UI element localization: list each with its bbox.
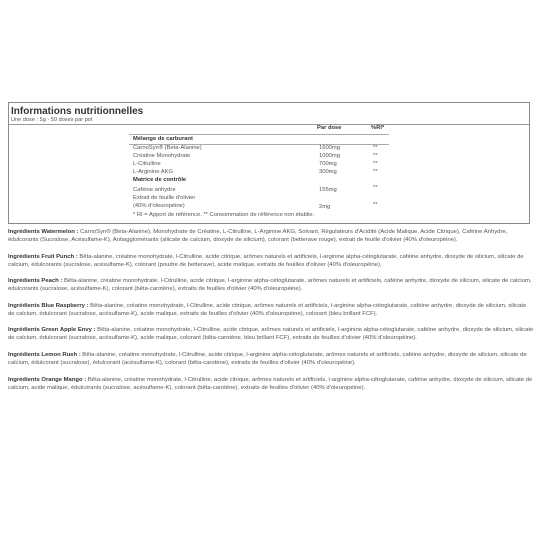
row-ri-arginine: ** (373, 169, 378, 175)
ingredients-green-apple-envy (8, 326, 534, 342)
col-header-ri: %RI* (371, 125, 385, 131)
panel-footnote: * RI = Apport de référence. ** Consommation de référence non établie. (133, 212, 315, 218)
ingredients-label: Ingrédients Peach : (8, 278, 63, 285)
ingredients-peach (8, 277, 534, 293)
ingredients-label: Ingrédients Orange Mango : (8, 376, 87, 383)
row-name-arginine: L-Arginine AKG (133, 169, 173, 175)
row-ri-carnosyn: ** (373, 145, 378, 151)
ingredients-blue-raspberry (8, 302, 534, 318)
row-name-caffeine: Caféine anhydre (133, 187, 176, 193)
ingredients-list (8, 228, 534, 400)
row-ri-creatine: ** (373, 153, 378, 159)
header-divider (129, 134, 389, 135)
row-ri-caffeine: ** (373, 185, 378, 191)
ingredients-watermelon (8, 228, 534, 244)
panel-title: Informations nutritionnelles (11, 106, 144, 117)
section-fuel-blend: Mélange de carburant (133, 136, 193, 142)
row-name-olive-line2: (40% d'oleuropéine) (133, 203, 185, 209)
row-name-olive-line1: Extrait de feuille d'olivier (133, 195, 196, 201)
ingredients-text: Bêta-alanine, créatine monohydrate, l-Citrulline, acide citrique, l-arginine alpha-cétoglutarate, arômes naturels et artificiels, caféine anhydre, dioxyde de silicium, silicate de calcium, édulcorant (sucralose), édulcorant (acésulfame-K), colorant (bêta-carotène), extraits de feuilles d'olivier (40% d'oleuropéine). (8, 351, 527, 366)
nutrition-panel (8, 102, 530, 224)
col-header-per-dose: Par dose (317, 125, 342, 131)
row-name-citrulline: L-Citrulline (133, 161, 161, 167)
ingredients-text: Bêta-alanine, créatine monohydrate, l-Citrulline, acide citrique, arômes naturels et artificiels, l-arginine alpha-cétoglutarate, caféine anhydre, dioxyde de silicium, silicate de calcium, édulcorants (sucralose, acésulfame-K), colorant (poudre de betterave), acide malique, extraits de feuilles d'olivier (40% d'oleuropéine). (8, 253, 524, 268)
row-amount-arginine: 300mg (319, 169, 337, 175)
ingredients-text: Bêta-alanine, créatine monohydrate, l-Citrulline, acide citrique, arômes naturels et artificiels, l-arginine alpha-cétoglutarate, caféine anhydre, dioxyde de silicium, silicate de calcium, édulcorant (sucralose, acésulfame-K), acide malique, colorant (bêta-carotène, bleu brillant FCF), extraits de feuilles d'olivier (40% d'oleuropéine). (8, 327, 534, 342)
row-amount-citrulline: 700mg (319, 161, 337, 167)
row-name-carnosyn: CarnoSyn® (Beta-Alanine) (133, 145, 202, 151)
ingredients-text: Bêta-alanine, créatine monohydrate, l-Citrulline, acide citrique, l-arginine alpha-cétoglutarate, arômes naturels et artificiels, caféine anhydre, dioxyde de silicium, silicate de calcium, édulcorants (sucralose, acésulfame-K), colorant (bêta-carotène), extraits de feuilles d'olivier (40% d'oleuropéine). (8, 278, 532, 293)
row-ri-olive: ** (373, 202, 378, 208)
ingredients-text: Bêta-alanine, créatine monohydrate, l-Citrulline, acide citrique, arômes naturels et artificiels, l-arginine alpha-cétoglutarate, caféine anhydre, dioxyde de silicium, silicate de calcium, édulcorant (sucralose, acésulfame-K), acide malique, extraits de feuilles d'olivier (40% d'oleuropéine), colorant (bleu brillant FCF). (8, 302, 527, 317)
title-divider (9, 124, 529, 125)
section-control-matrix: Matrice de contrôle (133, 177, 187, 183)
row-amount-carnosyn: 1600mg (319, 145, 340, 151)
ingredients-text: CarnoSyn® (Beta-Alanine), Monohydrate de Créatine, L-Citrulline, L-Arginine AKG, Solvant, Régulateurs d'Acidité (Acide Malique, Acide Citrique), Caféine Anhydre, édulcorants (Sucralose, Acésulfame-K), Antiagglomérants (silicate de calcium, dioxyde de silicium), colorant (betterave rouge), extrait de feuille d'olivier (40% d'oleuropéine). (8, 229, 508, 243)
ingredients-label: Ingrédients Watermelon : (8, 229, 79, 235)
row-name-creatine: Créatine Monohydrate (133, 153, 191, 159)
ingredients-orange-mango (8, 376, 534, 392)
row-amount-caffeine: 155mg (319, 187, 337, 193)
row-amount-creatine: 1000mg (319, 153, 340, 159)
ingredients-fruit-punch (8, 253, 534, 269)
ingredients-label: Ingrédients Blue Raspberry : (8, 302, 89, 309)
panel-subtitle: Une dose : 5g - 50 doses par pot (11, 117, 93, 123)
ingredients-label: Ingrédients Lemon Rush : (8, 351, 81, 358)
ingredients-label: Ingrédients Fruit Punch : (8, 253, 78, 260)
row-amount-olive: 2mg (319, 204, 331, 210)
ingredients-text: Bêta-alanine, créatine monohydrate, l-Citrulline, acide citrique, arômes naturels et artificiels, l-arginine alpha-cétoglutarate, caféine anhydre, dioxyde de silicium, silicate de calcium, acide malique, édulcorants (sucralose, acésulfame-K), colorant (bêta-carotène), extraits de feuilles d'olivier (40% d'oleuropéine). (8, 376, 533, 391)
ingredients-lemon-rush (8, 351, 534, 367)
ingredients-label: Ingrédients Green Apple Envy : (8, 327, 96, 334)
row-ri-citrulline: ** (373, 161, 378, 167)
